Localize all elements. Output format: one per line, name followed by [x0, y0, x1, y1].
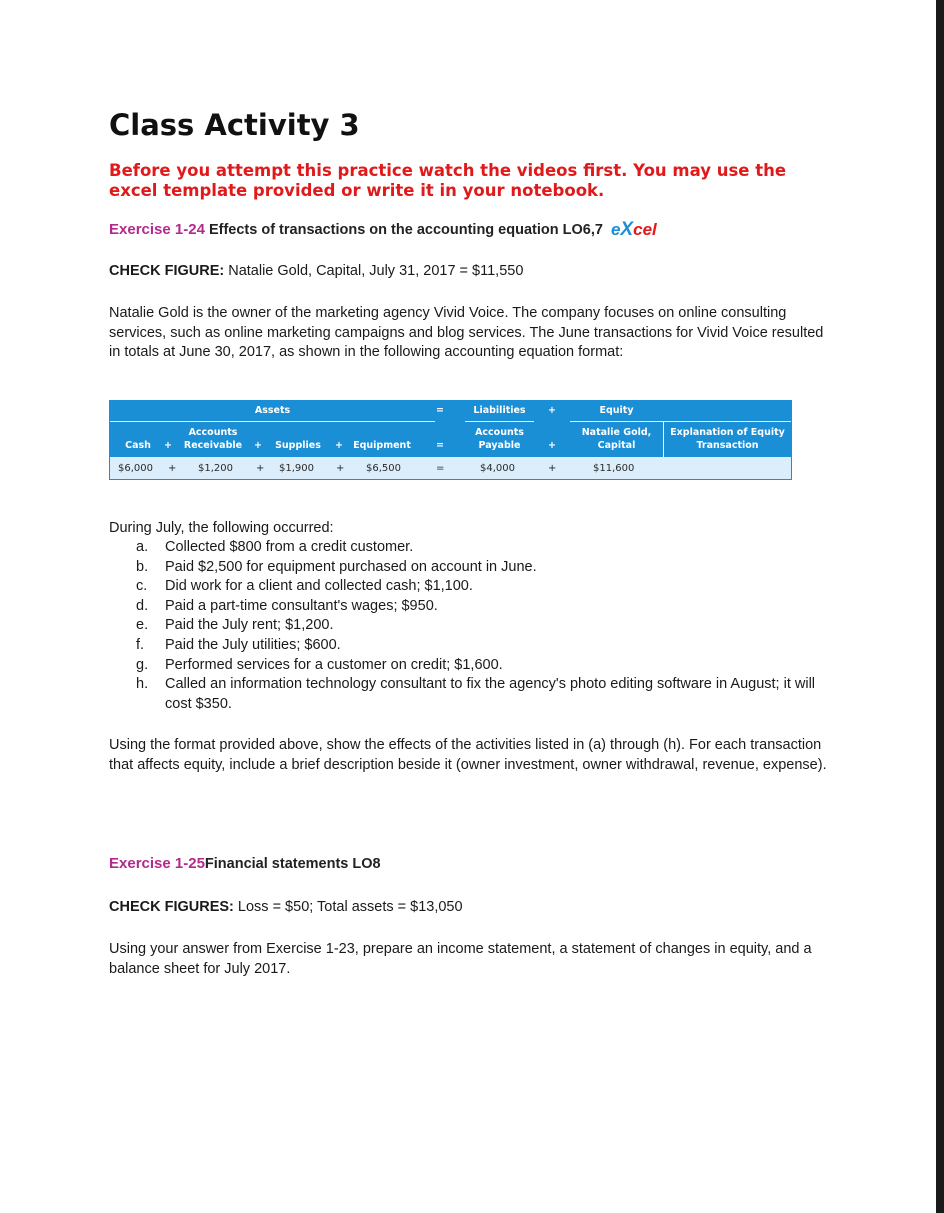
during-july-intro: During July, the following occurred:: [109, 520, 334, 536]
accounts-payable-header-line-1: Accounts: [475, 427, 524, 438]
check-figure-label: CHECK FIGURE:: [109, 263, 225, 279]
capital-header-line-1: Natalie Gold,: [581, 427, 652, 438]
accounts-payable-header-line-2: Payable: [478, 440, 521, 451]
equipment-header: Equipment: [353, 440, 411, 451]
equals-sign: =: [436, 463, 445, 474]
check-figure-value: Natalie Gold, Capital, July 31, 2017 = $11,550: [228, 263, 524, 279]
check-figures: [109, 899, 463, 915]
liabilities-underline: [465, 421, 534, 422]
plus-sign: +: [548, 440, 556, 451]
check-figures-label: CHECK FIGURES:: [109, 899, 234, 915]
plus-sign: +: [548, 463, 557, 474]
plus-sign: +: [164, 440, 172, 451]
page-edge: [936, 0, 944, 1213]
supplies-header: Supplies: [275, 440, 321, 451]
exercise-title: Effects of transactions on the accounting equation LO6,7: [208, 222, 603, 238]
capital-value: $11,600: [593, 463, 635, 474]
warning-note: Before you attempt this practice watch the videos first. You may use the excel template provided or write it in your notebook.: [109, 161, 787, 200]
equity-underline: [570, 421, 791, 422]
plus-sign: +: [168, 463, 177, 474]
list-item: f. Paid the July utilities; $600.: [136, 636, 341, 653]
exercise-number: Exercise 1-25: [109, 855, 205, 872]
cash-value: $6,000: [118, 463, 153, 474]
check-figure: [109, 263, 523, 279]
list-item: e. Paid the July rent; $1,200.: [136, 617, 334, 634]
exercise-instructions: Using the format provided above, show the effects of the activities listed in (a) through (h). For each transaction that affects equity, include a brief description beside it (owner investment, owner withdrawal, revenue, expense).: [109, 737, 827, 773]
list-item: d. Paid a part-time consultant's wages; $950.: [136, 597, 438, 614]
exercise-1-24-heading: [109, 219, 657, 241]
exercise-1-25-heading: [109, 855, 381, 872]
plus-sign: +: [256, 463, 265, 474]
excel-logo-icon: eXcel: [610, 219, 657, 240]
equals-sign: =: [436, 405, 444, 416]
liabilities-header: Liabilities: [473, 405, 526, 416]
exercise-instructions: Using your answer from Exercise 1-23, prepare an income statement, a statement of changes in equity, and a balance sheet for July 2017.: [109, 941, 812, 977]
explanation-header-line-1: Explanation of Equity: [670, 427, 785, 438]
exercise-number: Exercise 1-24: [109, 221, 205, 238]
accounts-receivable-value: $1,200: [198, 463, 233, 474]
capital-header-line-2: Capital: [597, 440, 636, 451]
plus-sign: +: [548, 405, 556, 416]
supplies-value: $1,900: [279, 463, 314, 474]
transaction-list: [109, 538, 834, 714]
accounting-equation-table: [109, 400, 792, 480]
list-item: g. Performed services for a customer on credit; $1,600.: [136, 656, 503, 673]
list-item: h. Called an information technology consultant to fix the agency's photo editing software in August; it will cost $350.: [136, 676, 816, 712]
equals-sign: =: [436, 440, 444, 451]
accounts-payable-value: $4,000: [480, 463, 515, 474]
list-item: b. Paid $2,500 for equipment purchased on account in June.: [136, 558, 537, 575]
list-item: a. Collected $800 from a credit customer.: [136, 539, 414, 555]
explanation-header-line-2: Transaction: [696, 440, 759, 451]
accounts-receivable-header-line-2: Receivable: [183, 440, 243, 451]
exercise-intro: Natalie Gold is the owner of the marketing agency Vivid Voice. The company focuses on online consulting services, such as online marketing campaigns and blog services. The June transactions for Vivid Voice resulted in totals at June 30, 2017, as shown in the following accounting equation format:: [109, 305, 824, 361]
cash-header: Cash: [125, 440, 151, 451]
assets-header: Assets: [254, 405, 291, 416]
equipment-value: $6,500: [366, 463, 401, 474]
check-figures-value: Loss = $50; Total assets = $13,050: [237, 899, 463, 915]
equity-header: Equity: [599, 405, 634, 416]
plus-sign: +: [336, 463, 345, 474]
assets-underline: [110, 421, 435, 422]
page-title: Class Activity 3: [109, 108, 360, 142]
exercise-title: Financial statements LO8: [204, 856, 381, 872]
accounts-receivable-header-line-1: Accounts: [188, 427, 238, 438]
plus-sign: +: [335, 440, 343, 451]
list-item: c. Did work for a client and collected cash; $1,100.: [136, 578, 473, 595]
plus-sign: +: [254, 440, 262, 451]
